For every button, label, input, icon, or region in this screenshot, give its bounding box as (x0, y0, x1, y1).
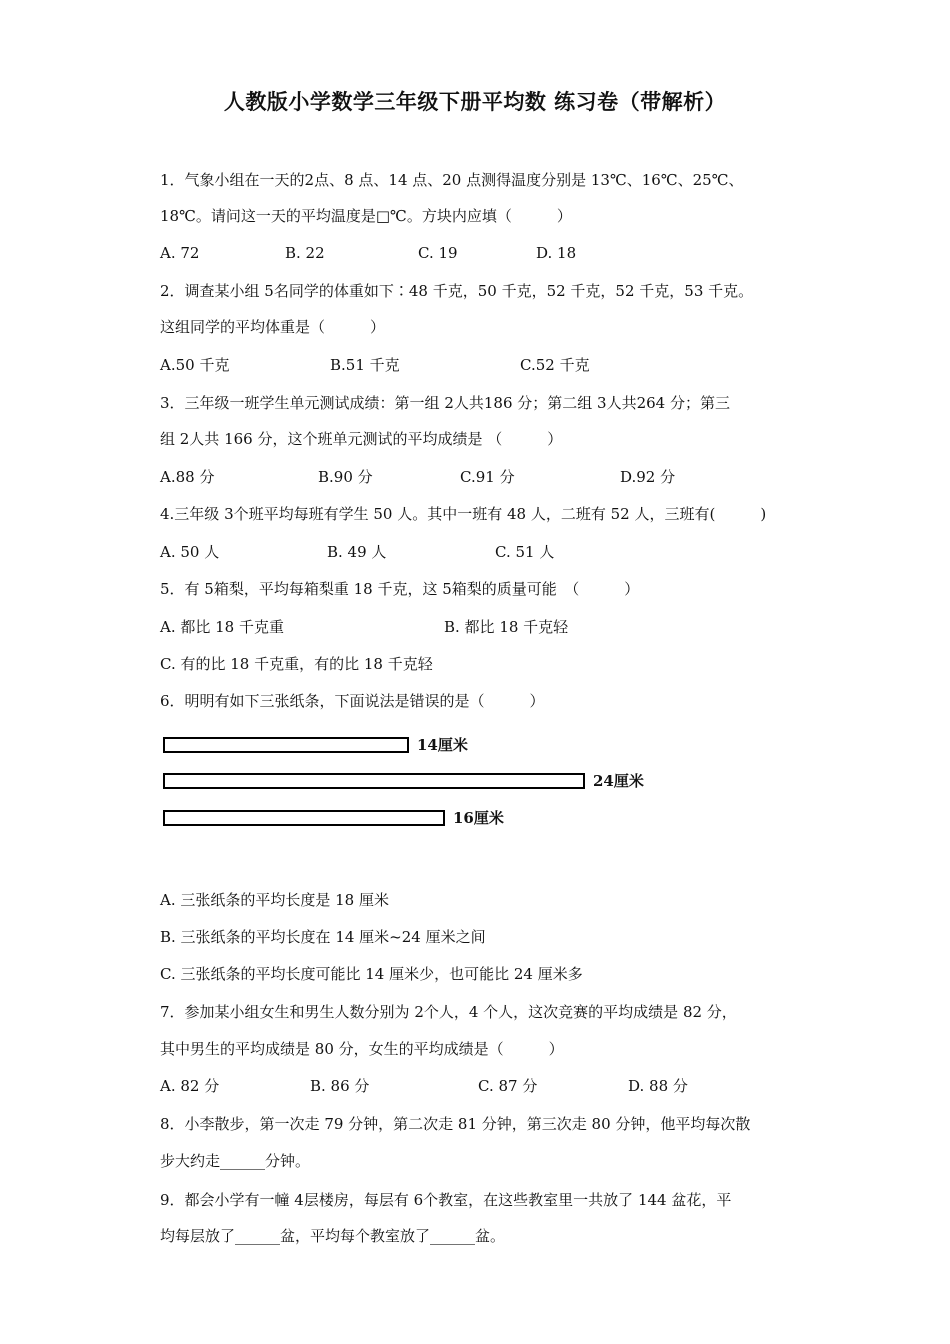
question-3-line-2: 组 2人共 166 分，这个班单元测试的平均成绩是 （ ） (160, 430, 563, 448)
question-5-line-1: 5．有 5箱梨，平均每箱梨重 18 千克，这 5箱梨的质量可能 （ ） (160, 580, 640, 598)
question-4-option-b: B. 49 人 (327, 543, 387, 561)
paper-strip-3 (163, 810, 445, 826)
question-8-line-1: 8．小李散步，第一次走 79 分钟，第二次走 81 分钟，第三次走 80 分钟，他平均每次散 (160, 1115, 751, 1133)
question-1-option-b: B. 22 (285, 244, 325, 262)
question-7-option-b: B. 86 分 (310, 1077, 370, 1095)
question-9-line-1: 9．都会小学有一幢 4层楼房，每层有 6个教室，在这些教室里一共放了 144 盆花，平 (160, 1191, 732, 1209)
question-4-option-a: A. 50 人 (160, 543, 220, 561)
question-3-option-d: D.92 分 (620, 468, 676, 486)
question-6-option-a: A. 三张纸条的平均长度是 18 厘米 (160, 891, 389, 909)
question-6-option-b: B. 三张纸条的平均长度在 14 厘米~24 厘米之间 (160, 928, 486, 946)
question-8-line-2: 步大约走______分钟。 (160, 1152, 311, 1170)
question-2-option-b: B.51 千克 (330, 356, 400, 374)
question-2-line-1: 2．调查某小组 5名同学的体重如下∶48 千克，50 千克，52 千克，52 千克，53 千克。 (160, 282, 754, 300)
question-7-line-1: 7．参加某小组女生和男生人数分别为 2个人，4 个人，这次竞赛的平均成绩是 82 分， (160, 1003, 737, 1021)
question-6-line-1: 6．明明有如下三张纸条，下面说法是错误的是（ ） (160, 692, 545, 710)
question-1-option-d: D. 18 (536, 244, 577, 262)
question-3-line-1: 3．三年级一班学生单元测试成绩：第一组 2人共186 分；第二组 3人共264 分；第三 (160, 394, 730, 412)
question-7-option-c: C. 87 分 (478, 1077, 538, 1095)
question-5-option-c: C. 有的比 18 千克重，有的比 18 千克轻 (160, 655, 433, 673)
paper-strip-2 (163, 773, 585, 789)
question-7-line-2: 其中男生的平均成绩是 80 分，女生的平均成绩是（ ） (160, 1040, 564, 1058)
question-2-option-c: C.52 千克 (520, 356, 590, 374)
question-3-option-a: A.88 分 (160, 468, 215, 486)
question-2-line-2: 这组同学的平均体重是（ ） (160, 318, 386, 336)
question-3-option-b: B.90 分 (318, 468, 373, 486)
question-1-option-a: A. 72 (160, 244, 200, 262)
paper-strip-1 (163, 737, 409, 753)
question-1-line-2: 18℃。请问这一天的平均温度是□℃。方块内应填（ ） (160, 207, 572, 225)
question-5-option-a: A. 都比 18 千克重 (160, 618, 284, 636)
question-9-line-2: 均每层放了______盆，平均每个教室放了______盆。 (160, 1227, 506, 1245)
question-4-option-c: C. 51 人 (495, 543, 555, 561)
question-6-option-c: C. 三张纸条的平均长度可能比 14 厘米少，也可能比 24 厘米多 (160, 965, 583, 983)
question-3-option-c: C.91 分 (460, 468, 515, 486)
question-7-option-a: A. 82 分 (160, 1077, 220, 1095)
question-2-option-a: A.50 千克 (160, 356, 230, 374)
paper-strip-3-label: 16厘米 (453, 809, 504, 827)
question-5-option-b: B. 都比 18 千克轻 (444, 618, 569, 636)
paper-strip-2-label: 24厘米 (593, 772, 644, 790)
question-1-option-c: C. 19 (418, 244, 458, 262)
question-4-line-1: 4.三年级 3个班平均每班有学生 50 人。其中一班有 48 人，二班有 52 人，三班有( ) (160, 505, 767, 523)
paper-strip-1-label: 14厘米 (417, 736, 468, 754)
question-7-option-d: D. 88 分 (628, 1077, 688, 1095)
page-title: 人教版小学数学三年级下册平均数 练习卷（带解析） (223, 90, 727, 114)
question-1-line-1: 1．气象小组在一天的2点、8 点、14 点、20 点测得温度分别是 13℃、16℃、25℃、 (160, 171, 744, 189)
